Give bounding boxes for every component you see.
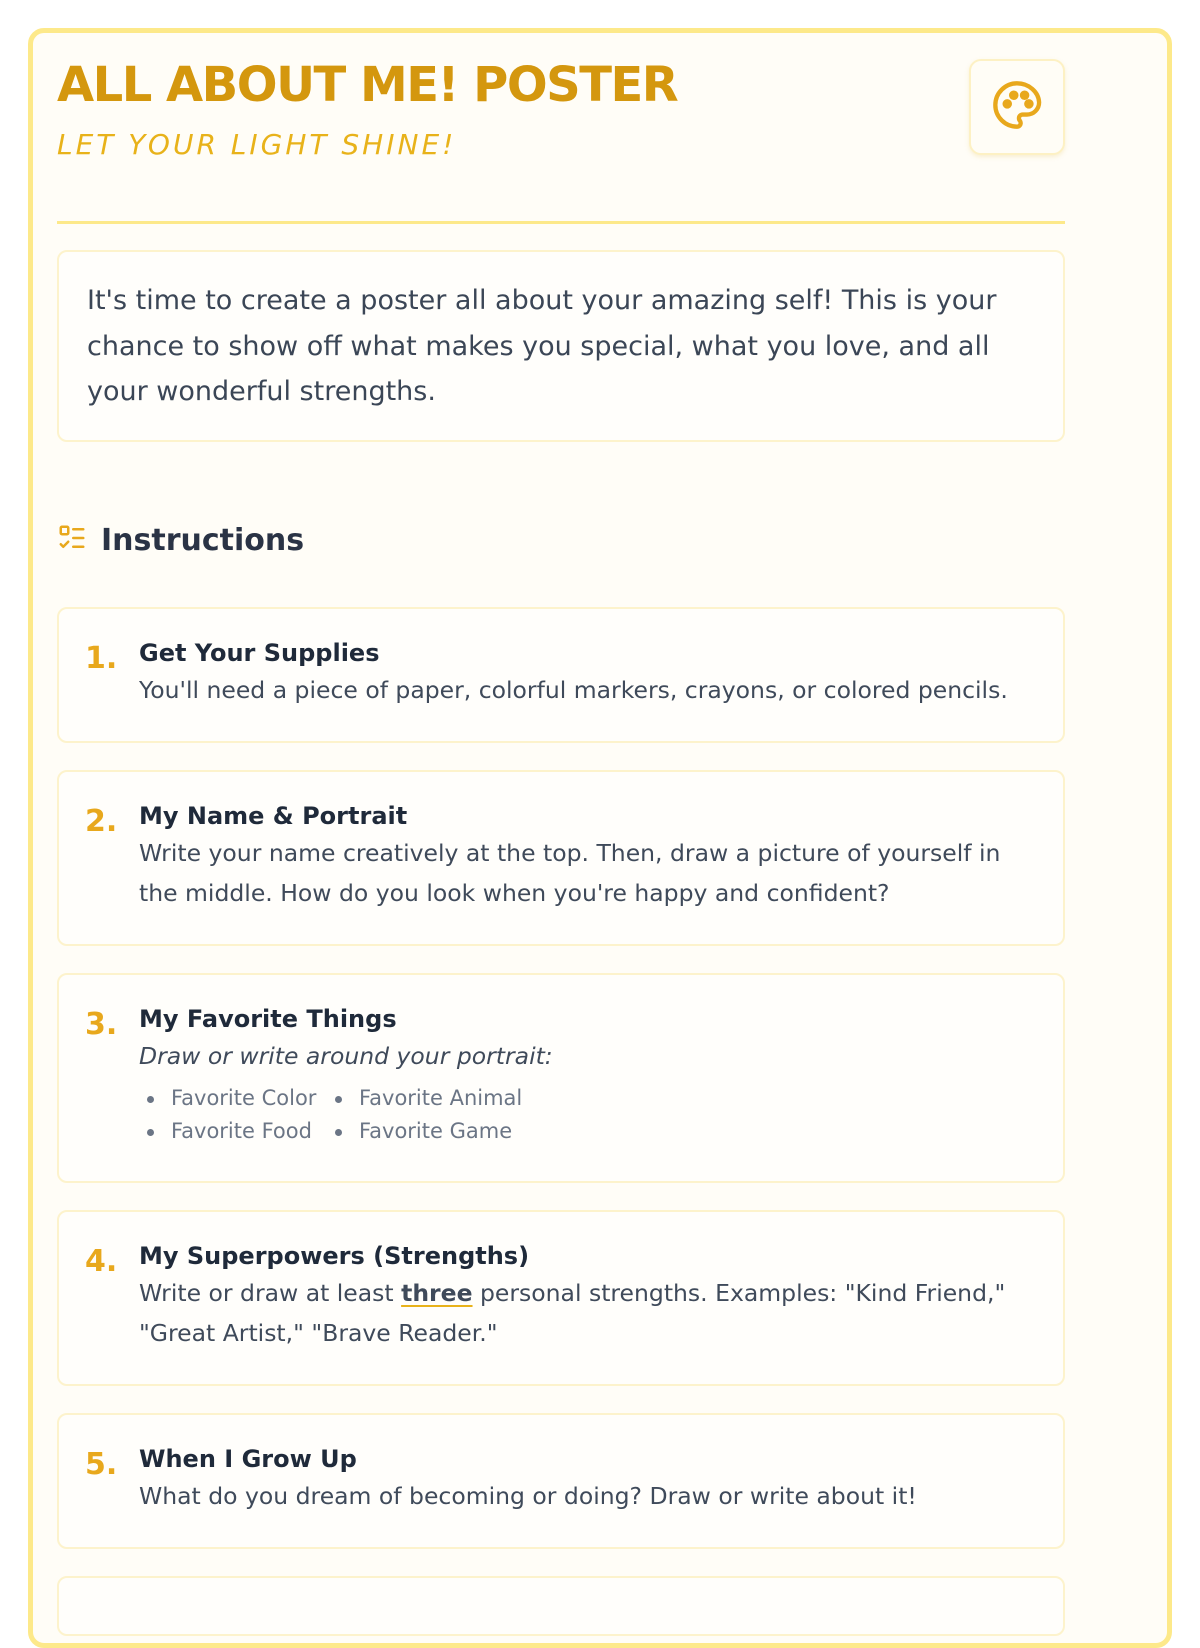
step-card bbox=[57, 1576, 1065, 1636]
step-number: 1. bbox=[85, 641, 118, 676]
checklist-icon bbox=[57, 523, 87, 557]
step-card bbox=[57, 770, 1065, 946]
instructions-label: Instructions bbox=[101, 522, 305, 558]
list-item: Favorite Game bbox=[327, 1116, 547, 1147]
intro-text: It's time to create a poster all about your amazing self! This is your chance to show off what makes you special, what you love, and all your wonderful strengths. bbox=[57, 250, 1065, 442]
step-description: You'll need a piece of paper, colorful markers, crayons, or colored pencils. bbox=[139, 676, 1008, 704]
list-item: Favorite Color bbox=[139, 1083, 327, 1114]
step-number: 2. bbox=[85, 804, 118, 839]
step-title: My Name & Portrait bbox=[139, 802, 408, 830]
desc-part: Write or draw at least bbox=[139, 1279, 402, 1307]
palette-icon bbox=[991, 79, 1043, 135]
step-title: My Favorite Things bbox=[139, 1005, 397, 1033]
step-card bbox=[57, 607, 1065, 743]
list-item: Favorite Food bbox=[139, 1116, 327, 1147]
step-note: Draw or write around your portrait: bbox=[139, 1042, 553, 1070]
desc-part: personal strengths. Examples: "Kind Friend," "Great Artist," "Brave Reader." bbox=[139, 1279, 1006, 1347]
step-title: My Superpowers (Strengths) bbox=[139, 1242, 530, 1270]
step-description bbox=[139, 1274, 1039, 1353]
step-number: 3. bbox=[85, 1007, 118, 1042]
favorites-list bbox=[139, 1083, 1039, 1147]
palette-button[interactable] bbox=[969, 59, 1065, 155]
emphasis-three: three bbox=[401, 1279, 473, 1307]
step-title: When I Grow Up bbox=[139, 1445, 357, 1473]
step-card bbox=[57, 973, 1065, 1183]
step-description: Write your name creatively at the top. Then, draw a picture of yourself in the middle. How do you look when you're happy and confident? bbox=[139, 839, 1001, 907]
step-card bbox=[57, 1413, 1065, 1549]
step-number: 5. bbox=[85, 1447, 118, 1482]
step-number: 4. bbox=[85, 1244, 118, 1279]
list-item: Favorite Animal bbox=[327, 1083, 547, 1114]
page-title: ALL ABOUT ME! POSTER bbox=[57, 57, 678, 113]
step-description: What do you dream of becoming or doing? Draw or write about it! bbox=[139, 1482, 917, 1510]
step-card bbox=[57, 1210, 1065, 1386]
page-subtitle: LET YOUR LIGHT SHINE! bbox=[57, 128, 457, 161]
instructions-heading bbox=[57, 520, 304, 560]
step-title: Get Your Supplies bbox=[139, 639, 380, 667]
header-divider bbox=[57, 221, 1065, 224]
header bbox=[57, 55, 1065, 225]
